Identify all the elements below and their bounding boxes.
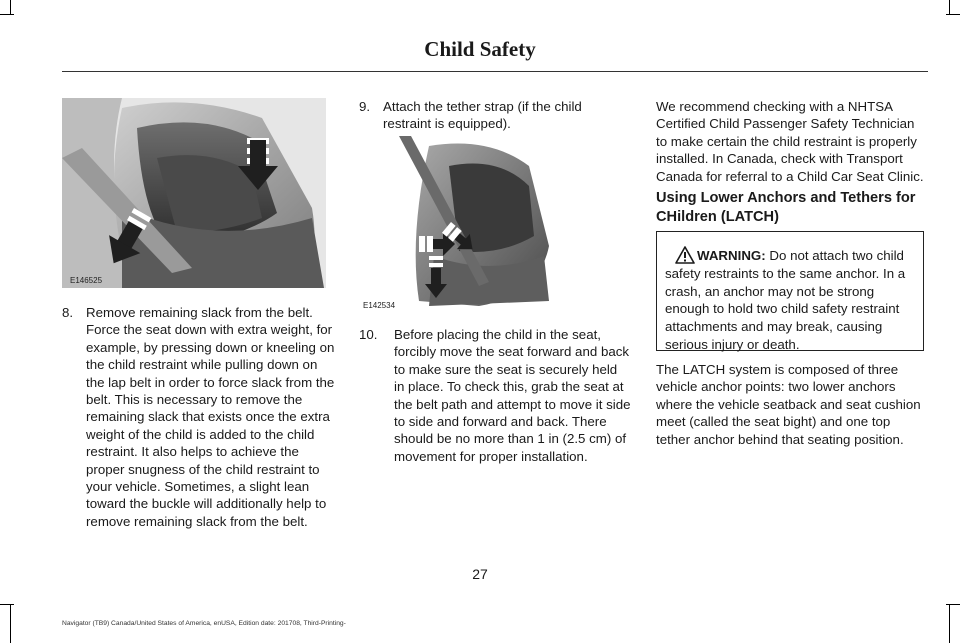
step-10-text: Before placing the child in the seat, forcibly move the seat forward and back to make sure the seat is securely held in place. To check this, grab the seat at the belt path and attempt to move it side to side and forward and back. There should be no more than 1 in (2.5 cm) of movement for proper installation.: [394, 327, 631, 464]
step-8: [62, 304, 338, 530]
car-seat-illustration-1: [62, 98, 326, 288]
warning-triangle-icon: [675, 246, 695, 264]
crop-mark-top-right-h: [946, 14, 960, 15]
figure-code-2: E142534: [363, 301, 396, 310]
page-number: 27: [472, 566, 488, 582]
crop-mark-bottom-right-h: [946, 604, 960, 605]
step-9-number: 9.: [359, 99, 371, 114]
crop-mark-bottom-left-v: [10, 604, 11, 643]
latch-section-heading: Using Lower Anchors and Tethers for CHildren (LATCH): [656, 190, 916, 225]
crop-mark-bottom-left-h: [0, 604, 14, 605]
crop-mark-bottom-right-v: [949, 604, 950, 643]
figure-code-1: E146525: [70, 276, 103, 285]
page-title: Child Safety: [424, 37, 536, 61]
crop-mark-top-right-v: [949, 0, 950, 14]
figure-car-seat-press: [62, 98, 326, 288]
header-rule: [62, 71, 928, 72]
step-10-number: 10.: [359, 327, 378, 342]
car-seat-illustration-2: [359, 136, 555, 312]
step-8-number: 8.: [62, 305, 74, 320]
step-9-text: Attach the tether strap (if the child restraint is equipped).: [383, 99, 582, 132]
step-8-text: Remove remaining slack from the belt. Force the seat down with extra weight, for example, by pressing down or kneeling on the child restraint while pulling down on the lap belt in order to force slack from the belt. This is necessary to remove the remaining slack that exists once the extra weight of the child is added to the child restraint. It also helps to achieve the proper snugness of the child restraint to your vehicle. Sometimes, a slight lean toward the buckle will additionally help to remove remaining slack from the belt.: [86, 305, 335, 529]
crop-mark-top-left-h: [0, 14, 14, 15]
nhtsa-paragraph: We recommend checking with a NHTSA Certified Child Passenger Safety Technician to make certain the child restraint is properly installed. In Canada, check with Transport Canada for referral to a Child Car Seat Clinic.: [656, 99, 924, 184]
latch-paragraph: The LATCH system is composed of three vehicle anchor points: two lower anchors where the vehicle seatback and seat cushion meet (called the seat bight) and one top tether anchor behind that seating position.: [656, 362, 921, 447]
figure-car-seat-tether: [359, 136, 555, 312]
footer-edition-info: Navigator (TB9) Canada/United States of America, enUSA, Edition date: 201708, Third-Printing-: [62, 620, 346, 627]
warning-label: WARNING:: [697, 248, 766, 263]
warning-box: [656, 231, 924, 351]
crop-mark-top-left-v: [10, 0, 11, 14]
step-9: [359, 98, 629, 133]
step-10: [359, 326, 631, 465]
warning-text: Do not attach two child safety restraints to the same anchor. In a crash, an anchor may not be strong enough to hold two child safety restraint attachments and may break, causing serious injury or death.: [665, 248, 906, 352]
